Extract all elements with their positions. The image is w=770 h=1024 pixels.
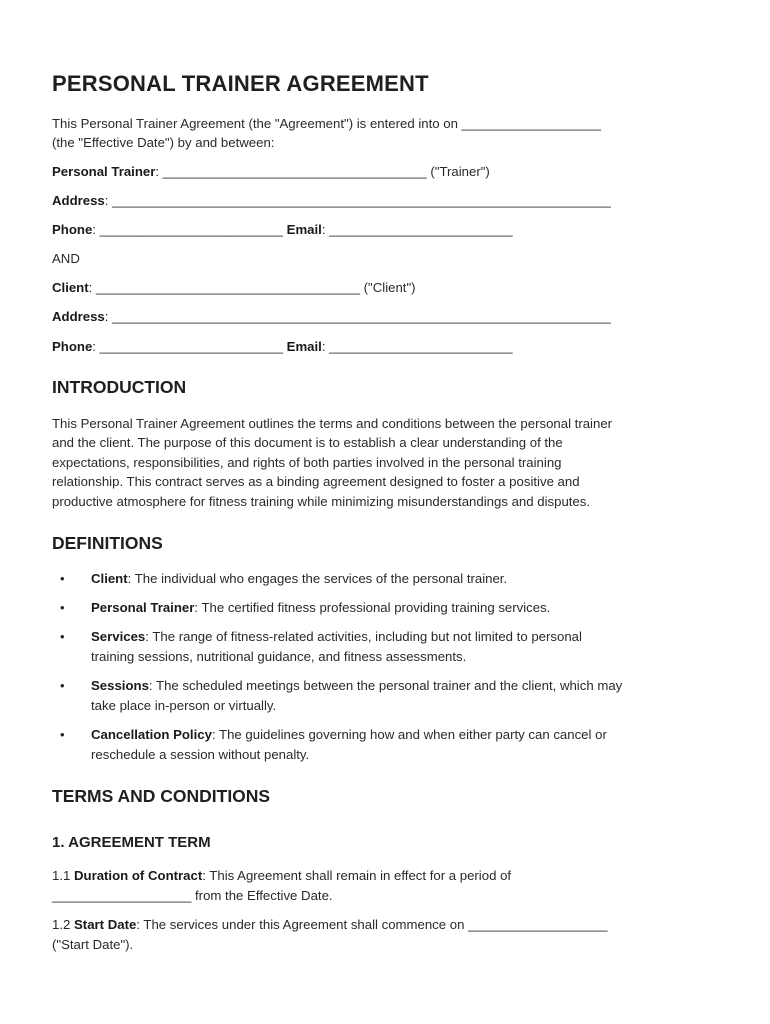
definition-term: Personal Trainer xyxy=(91,600,195,615)
client-email-label: Email xyxy=(286,339,322,354)
clause-1-1 xyxy=(52,866,511,905)
trainer-label: Personal Trainer xyxy=(52,164,156,179)
bullet-icon: • xyxy=(60,629,65,644)
definition-term: Sessions xyxy=(91,678,149,693)
bullet-icon: • xyxy=(60,600,65,615)
clause-number: 1.2 xyxy=(52,917,74,932)
client-label: Client xyxy=(52,280,89,295)
client-address-field: : ____________________________________________________________________ xyxy=(104,309,611,324)
definition-text-cont: take place in-person or virtually. xyxy=(91,697,277,713)
definition-text: : The guidelines governing how and when either party can cancel or xyxy=(211,727,607,742)
definition-term: Cancellation Policy xyxy=(91,727,212,742)
intro-line-1: This Personal Trainer Agreement (the "Agreement") is entered into on ___________________ xyxy=(52,116,601,131)
client-contact-line xyxy=(52,337,513,357)
introduction-line-1: This Personal Trainer Agreement outlines the terms and conditions between the personal trainer xyxy=(52,416,613,431)
trainer-contact-line xyxy=(52,220,513,240)
clause-text-cont: ("Start Date"). xyxy=(52,936,134,952)
client-address-label: Address xyxy=(52,309,105,324)
definition-client xyxy=(91,569,731,589)
definition-term: Client xyxy=(91,571,128,586)
definition-services xyxy=(91,627,731,666)
clause-text: : The services under this Agreement shall commence on ___________________ xyxy=(136,917,608,932)
trainer-address-label: Address xyxy=(52,193,105,208)
bullet-icon: • xyxy=(60,571,65,586)
introduction-heading: INTRODUCTION xyxy=(52,377,187,397)
trainer-address-line xyxy=(52,191,611,211)
introduction-line-5: productive atmosphere for fitness training while minimizing misunderstandings and disputes. xyxy=(52,494,591,509)
definition-sessions xyxy=(91,676,731,715)
client-phone-label: Phone xyxy=(52,339,93,354)
trainer-email-field: : _________________________ xyxy=(321,222,513,237)
introduction-line-4: relationship. This contract serves as a binding agreement designed to foster a positive and xyxy=(52,474,580,489)
clause-term: Start Date xyxy=(74,917,137,932)
client-address-line xyxy=(52,307,611,327)
intro-line-2: (the "Effective Date") by and between: xyxy=(52,135,275,150)
trainer-email-label: Email xyxy=(286,222,322,237)
definition-term: Services xyxy=(91,629,146,644)
trainer-name-field: : ____________________________________ ("Trainer") xyxy=(155,164,490,179)
and-separator: AND xyxy=(52,251,80,266)
trainer-phone-label: Phone xyxy=(52,222,93,237)
bullet-icon: • xyxy=(60,678,65,693)
agreement-term-heading: 1. AGREEMENT TERM xyxy=(52,834,211,851)
trainer-address-field: : ____________________________________________________________________ xyxy=(104,193,611,208)
bullet-icon: • xyxy=(60,727,65,742)
introduction-line-2: and the client. The purpose of this document is to establish a clear understanding of the xyxy=(52,435,563,450)
clause-text: : This Agreement shall remain in effect for a period of xyxy=(202,868,512,883)
definition-text: : The range of fitness-related activities, including but not limited to personal xyxy=(145,629,582,644)
definition-text-cont: training sessions, nutritional guidance, and fitness assessments. xyxy=(91,648,467,664)
introduction-line-3: expectations, responsibilities, and rights of both parties involved in the personal training xyxy=(52,455,562,470)
clause-text-cont: ___________________ from the Effective Date. xyxy=(52,887,333,903)
document-title: PERSONAL TRAINER AGREEMENT xyxy=(52,71,429,96)
client-phone-field: : _________________________ xyxy=(92,339,283,354)
client-name-line xyxy=(52,278,416,298)
definition-cancellation-policy xyxy=(91,725,731,764)
trainer-phone-field: : _________________________ xyxy=(92,222,283,237)
definition-text: : The scheduled meetings between the personal trainer and the client, which may xyxy=(148,678,623,693)
clause-1-2 xyxy=(52,915,607,954)
clause-number: 1.1 xyxy=(52,868,74,883)
definition-text: : The individual who engages the services of the personal trainer. xyxy=(127,571,508,586)
definition-personal-trainer xyxy=(91,598,731,618)
terms-heading: TERMS AND CONDITIONS xyxy=(52,786,271,806)
client-name-field: : ____________________________________ ("Client") xyxy=(88,280,416,295)
trainer-name-line xyxy=(52,162,490,182)
definition-text: : The certified fitness professional providing training services. xyxy=(194,600,551,615)
clause-term: Duration of Contract xyxy=(74,868,203,883)
definitions-heading: DEFINITIONS xyxy=(52,533,163,553)
client-email-field: : _________________________ xyxy=(321,339,513,354)
definition-text-cont: reschedule a session without penalty. xyxy=(91,746,310,762)
